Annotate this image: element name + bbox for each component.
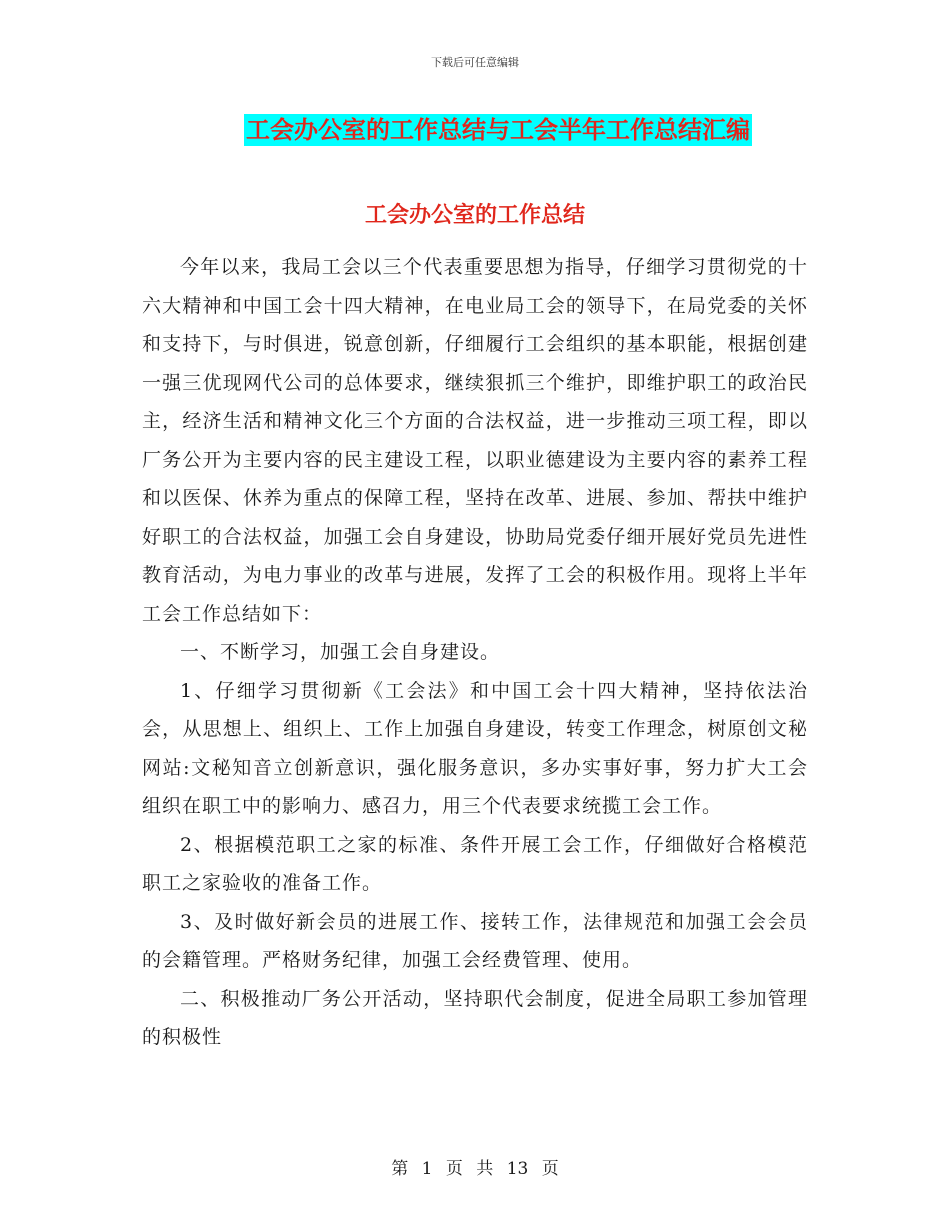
paragraph-item-2: 2、根据模范职工之家的标准、条件开展工会工作，仔细做好合格模范职工之家验收的准备工作。 — [142, 833, 808, 894]
sub-title: 工会办公室的工作总结 — [364, 203, 585, 228]
footer-total-pages: 13 — [506, 1159, 529, 1179]
footer-label-page: 第 — [391, 1159, 409, 1179]
page-footer — [0, 1154, 950, 1179]
paragraph-section-2-heading: 二、积极推动厂务公开活动，坚持职代会制度，促进全局职工参加管理的积极性 — [142, 987, 808, 1048]
footer-label-total-unit: 页 — [541, 1159, 559, 1179]
paragraph-intro: 今年以来，我局工会以三个代表重要思想为指导，仔细学习贯彻党的十六大精神和中国工会十四大精神，在电业局工会的领导下，在局党委的关怀和支持下，与时俱进，锐意创新，仔细履行工会组织的基本职能，根据创建一强三优现网代公司的总体要求，继续狠抓三个维护，即维护职工的政治民主，经济生活和精神文化三个方面的合法权益，进一步推动三项工程，即以厂务公开为主要内容的民主建设工程，以职业德建设为主要内容的素养工程和以医保、休养为重点的保障工程，坚持在改革、进展、参加、帮扶中维护好职工的合法权益，加强工会自身建设，协助局党委仔细开展好党员先进性教育活动，为电力事业的改革与进展，发挥了工会的积极作用。现将上半年工会工作总结如下： — [142, 256, 808, 625]
paragraph-item-3: 3、及时做好新会员的进展工作、接转工作，法律规范和加强工会会员的会籍管理。严格财务纪律，加强工会经费管理、使用。 — [142, 910, 808, 971]
main-title: 工会办公室的工作总结与工会半年工作总结汇编 — [246, 116, 750, 144]
main-title-wrap — [0, 114, 950, 146]
paragraph-item-1: 1、仔细学习贯彻新《工会法》和中国工会十四大精神，坚持依法治会，从思想上、组织上、工作上加强自身建设，转变工作理念，树原创文秘网站:文秘知音立创新意识，强化服务意识，多办实事好事，努力扩大工会组织在职工中的影响力、感召力，用三个代表要求统揽工会工作。 — [142, 679, 808, 817]
header-note: 下载后可任意编辑 — [431, 56, 519, 69]
paragraph-section-1-heading: 一、不断学习，加强工会自身建设。 — [180, 641, 501, 663]
footer-label-total: 共 — [476, 1159, 494, 1179]
footer-current-page: 1 — [421, 1159, 433, 1179]
footer-label-page-unit: 页 — [445, 1159, 463, 1179]
document-body — [142, 248, 808, 1057]
